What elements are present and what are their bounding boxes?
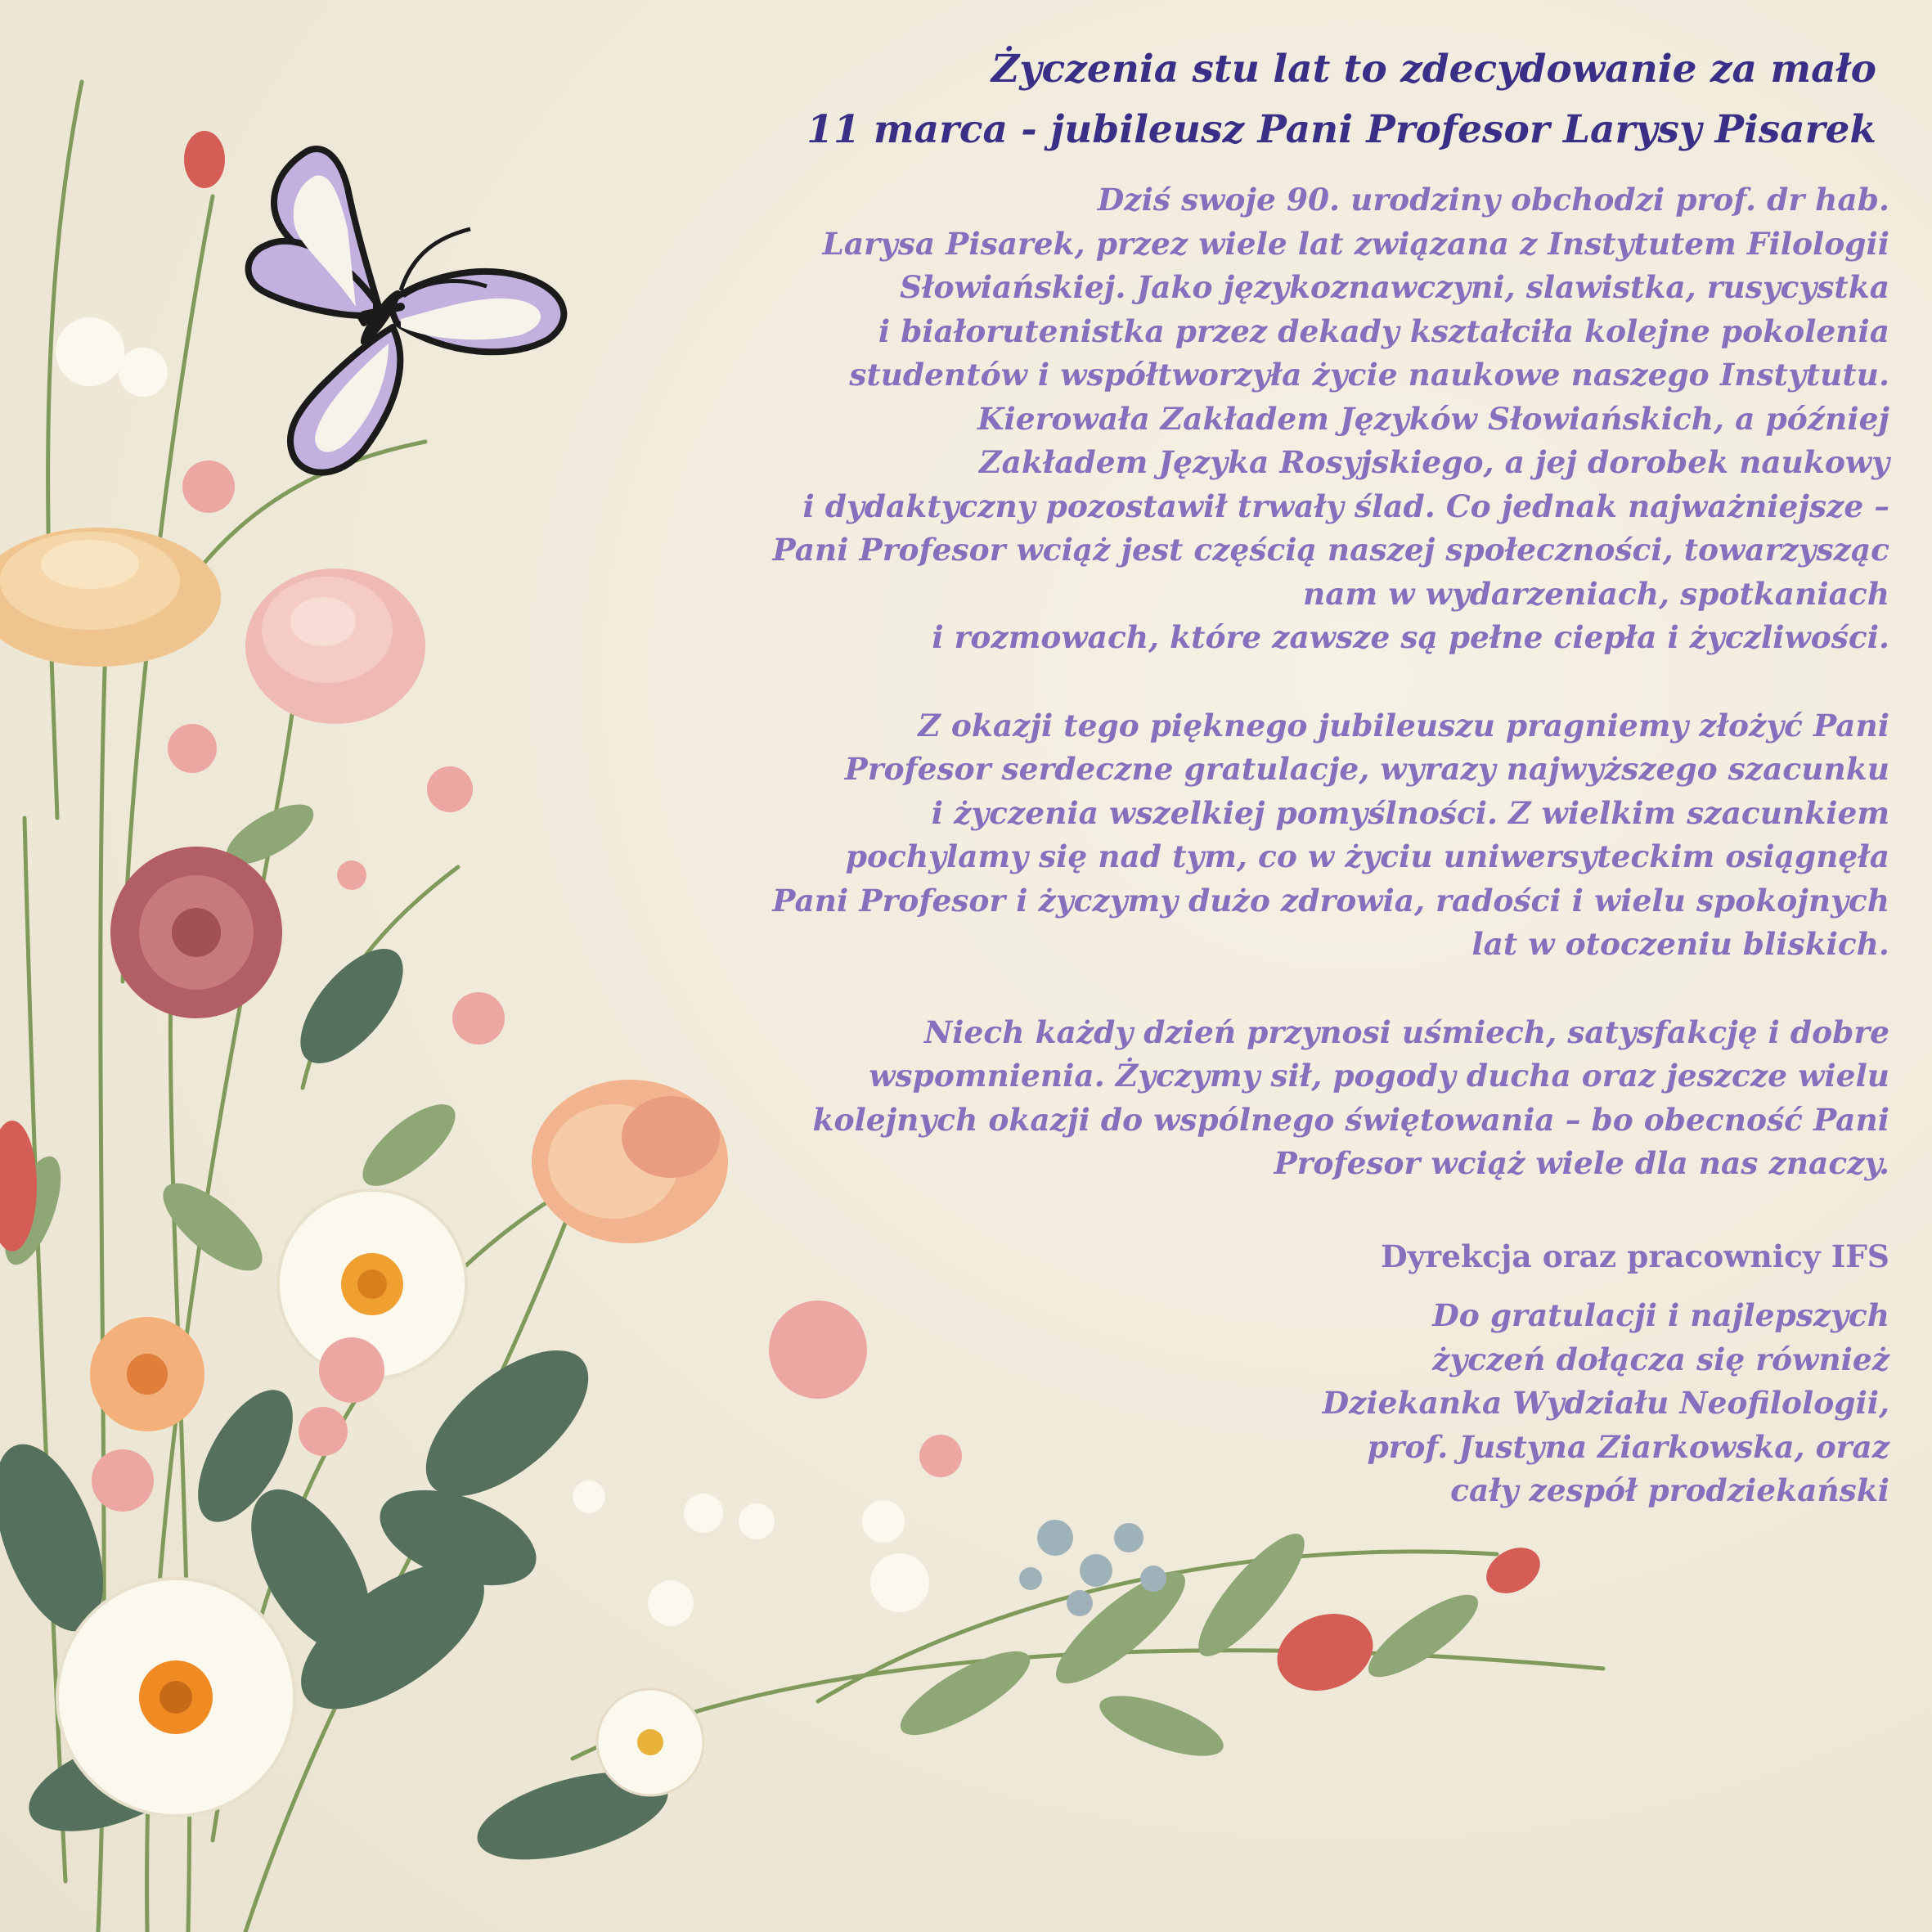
paragraph-gap	[532, 660, 1889, 704]
body-line: wspomnienia. Życzymy sił, pogody ducha oraz jeszcze wielu	[869, 1058, 1889, 1094]
body-line: studentów i współtworzyła życie naukowe naszego Instytutu.	[849, 357, 1889, 393]
paragraph-gap	[532, 967, 1889, 1011]
body-line: Pani Profesor i życzymy dużo zdrowia, radości i wielu spokojnych	[772, 882, 1889, 919]
body-line: kolejnych okazji do wspólnego świętowania – bo obecność Pani	[812, 1101, 1889, 1138]
addendum-line: życzeń dołącza się również	[1432, 1341, 1889, 1377]
body-line: Zakładem Języka Rosyjskiego, a jej dorobek naukowy	[979, 444, 1889, 480]
body-line: Słowiańskiej. Jako językoznawczyni, slawistka, rusycystka	[899, 269, 1889, 305]
body-line: nam w wydarzeniach, spotkaniach	[1302, 575, 1889, 612]
addendum-line: cały zespół prodziekański	[1450, 1472, 1889, 1508]
body-line: pochylamy się nad tym, co w życiu uniwersyteckim osiągnęła	[845, 838, 1889, 874]
title-line-2: 11 marca - jubileusz Pani Profesor Larysy Pisarek	[806, 107, 1876, 152]
addendum-line: Do gratulacji i najlepszych	[1432, 1297, 1889, 1333]
addendum-line: Dziekanka Wydziału Neofilologii,	[1322, 1385, 1889, 1421]
signature: Dyrekcja oraz pracownicy IFS	[1381, 1238, 1889, 1274]
body-line: Larysa Pisarek, przez wiele lat związana z Instytutem Filologii	[822, 225, 1889, 262]
body-line: i życzenia wszelkiej pomyślności. Z wielkim szacunkiem	[931, 794, 1889, 831]
body-line: Z okazji tego pięknego jubileuszu pragniemy złożyć Pani	[918, 707, 1889, 744]
page-title	[486, 39, 1876, 160]
body-line: Dziś swoje 90. urodziny obchodzi prof. dr hab.	[1097, 182, 1889, 218]
body-line: Profesor wciąż wiele dla nas znaczy.	[1274, 1145, 1889, 1181]
greeting-body	[532, 178, 1889, 1186]
body-line: Profesor serdeczne gratulacje, wyrazy najwyższego szacunku	[844, 751, 1889, 787]
body-line: i białorutenistka przez dekady kształciła kolejne pokolenia	[878, 312, 1889, 349]
body-line: i dydaktyczny pozostawił trwały ślad. Co jednak najważniejsze –	[802, 487, 1889, 524]
addendum	[1153, 1294, 1889, 1513]
body-line: lat w otoczeniu bliskich.	[1471, 926, 1889, 962]
body-line: Niech każdy dzień przynosi uśmiech, satysfakcję i dobre	[924, 1013, 1889, 1050]
addendum-line: prof. Justyna Ziarkowska, oraz	[1367, 1428, 1889, 1465]
body-line: i rozmowach, które zawsze są pełne ciepła i życzliwości.	[932, 619, 1889, 655]
body-line: Pani Profesor wciąż jest częścią naszej społeczności, towarzysząc	[772, 532, 1889, 568]
title-line-1: Życzenia stu lat to zdecydowanie za mało	[991, 47, 1876, 92]
body-line: Kierowała Zakładem Języków Słowiańskich, a później	[977, 400, 1889, 437]
